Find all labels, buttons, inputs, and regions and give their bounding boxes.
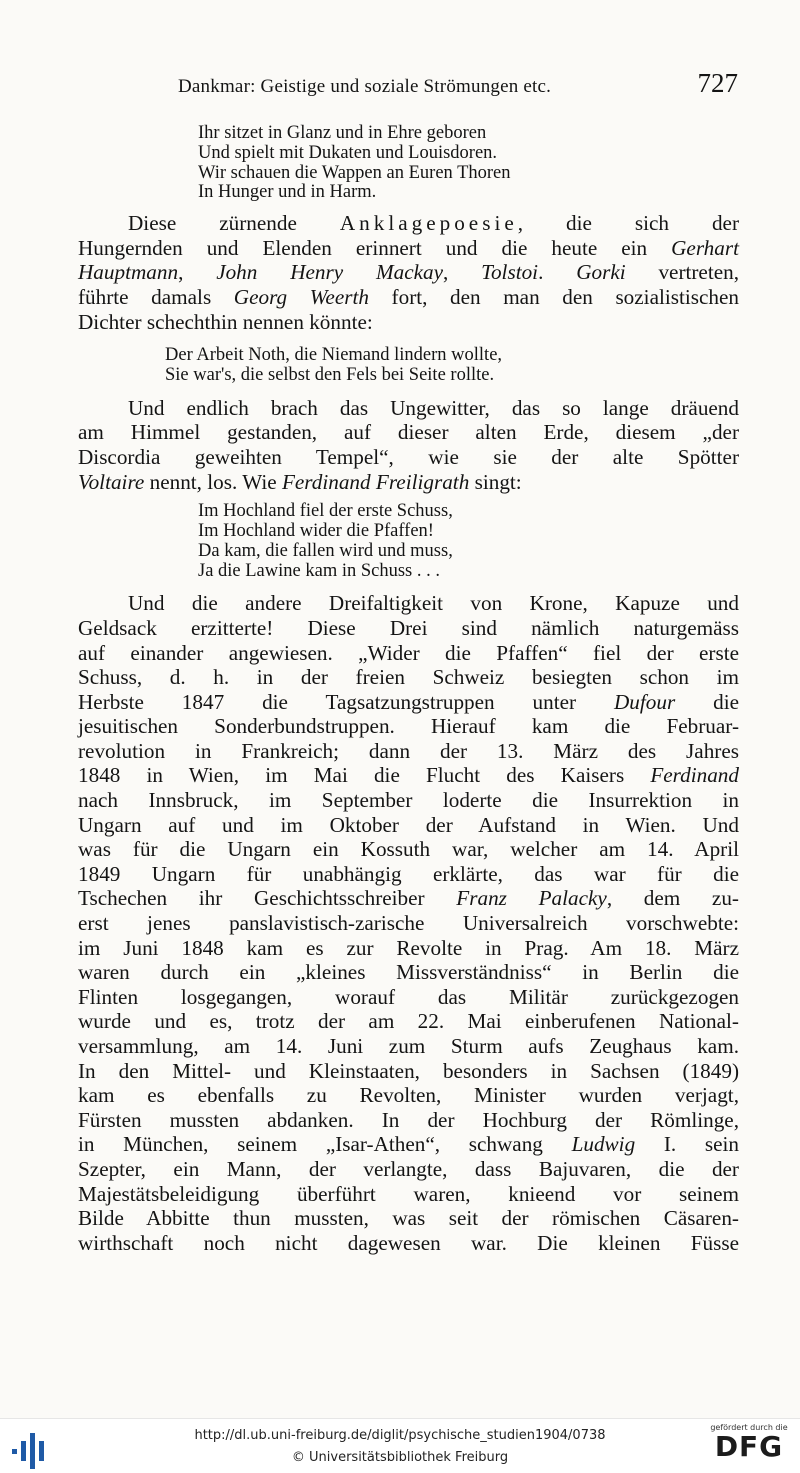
verse-line: Der Arbeit Noth, die Niemand lindern wollte,: [165, 345, 503, 366]
text-line: Und endlich brach das Ungewitter, das so lange dräuend: [128, 395, 739, 420]
person-name: Ferdinand: [650, 763, 739, 788]
text-line: Geldsack erzitterte! Diese Drei sind nämlich naturgemäss: [78, 615, 739, 640]
text-line: was für die Ungarn ein Kossuth war, welcher am 14. April: [78, 837, 739, 862]
verse-line: Ihr sitzet in Glanz und in Ehre geboren: [198, 123, 487, 143]
text-line: nach Innsbruck, im September loderte die Insurrektion in: [78, 788, 739, 813]
text-line: waren durch ein „kleines Missverständniss“ in Berlin die: [78, 960, 739, 985]
text-line: 1848 in Wien, im Mai die Flucht des Kaisers Ferdinand: [78, 763, 739, 788]
dfg-wordmark: DFG: [714, 1430, 784, 1463]
text-line: Szepter, ein Mann, der verlangte, dass Bajuvaren, die der: [78, 1156, 739, 1181]
copyright-notice: © Universitätsbibliothek Freiburg: [291, 1450, 509, 1465]
verse-line: Und spielt mit Dukaten und Louisdoren.: [198, 142, 498, 163]
text-line: auf einander angewiesen. „Wider die Pfaffen“ fiel der erste: [78, 640, 739, 665]
text-line: Tschechen ihr Geschichtsschreiber Franz Palacky, dem zu-: [78, 886, 739, 911]
text-line: Flinten losgegangen, worauf das Militär zurückgezogen: [78, 984, 739, 1009]
text-line: am Himmel gestanden, auf dieser alten Erde, diesem „der: [78, 420, 739, 445]
verse-block-3: [198, 502, 739, 581]
running-head: Dankmar: Geistige und soziale Strömungen etc.: [178, 76, 552, 97]
person-name: Dufour: [613, 689, 676, 714]
text-line: Discordia geweihten Tempel“, wie sie der alte Spötter: [78, 444, 739, 469]
text-line: jesuitischen Sonderbundstruppen. Hierauf kam die Februar-: [78, 714, 739, 739]
text-line: Bilde Abbitte thun mussten, was seit der römischen Cäsaren-: [78, 1206, 739, 1231]
verse-line: Im Hochland wider die Pfaffen!: [198, 520, 434, 541]
person-name: Gerhart: [671, 235, 739, 260]
text-line: in München, seinem „Isar-Athen“, schwang Ludwig I. sein: [78, 1132, 739, 1157]
text-line: Schuss, d. h. in der freien Schweiz besiegten schon im: [78, 665, 739, 690]
text-line: Dichter schechthin nennen könnte:: [78, 309, 373, 334]
person-name: Franz Palacky: [456, 886, 607, 911]
text-line: versammlung, am 14. Juni zum Sturm aufs Zeughaus kam.: [78, 1034, 739, 1058]
text-line: Majestätsbeleidigung überführt waren, knieend vor seinem: [78, 1181, 739, 1206]
text-line: Hauptmann, John Henry Mackay, Tolstoi. Gorki vertreten,: [78, 260, 740, 285]
text-line: im Juni 1848 kam es zur Revolte in Prag. Am 18. März: [78, 935, 739, 960]
text-line: In den Mittel- und Kleinstaaten, besonders in Sachsen (1849): [78, 1058, 739, 1083]
person-name: Ludwig: [571, 1132, 636, 1157]
verse-line: Im Hochland fiel der erste Schuss,: [198, 501, 453, 522]
verse-line: Wir schauen die Wappen an Euren Thoren: [198, 162, 511, 183]
person-name: Georg Weerth: [233, 284, 369, 309]
text-line: Herbste 1847 die Tagsatzungstruppen unter Dufour die: [78, 689, 739, 714]
text-line: kam es ebenfalls zu Revolten, Minister wurden verjagt,: [78, 1083, 739, 1108]
text-line: revolution in Frankreich; dann der 13. März des Jahres: [78, 738, 739, 763]
person-name: Ferdinand Freiligrath: [281, 469, 470, 494]
text-line: Diese zürnende Anklagepoesie, die sich der: [128, 211, 739, 236]
spaced-emphasis: Anklagepoesie: [339, 211, 518, 236]
person-name: Voltaire: [78, 469, 145, 494]
verse-line: In Hunger und in Harm.: [198, 182, 377, 203]
text-line: Hungernden und Elenden erinnert und die heute ein Gerhart: [78, 235, 739, 260]
person-name: Hauptmann: [78, 260, 179, 285]
person-name: Tolstoi: [481, 260, 539, 285]
verse-block-1: [198, 124, 739, 203]
page-body: [78, 120, 739, 1255]
person-name: John Henry Mackay: [216, 260, 443, 285]
verse-block-2: [165, 346, 739, 386]
page-number: 727: [697, 68, 738, 98]
person-name: Gorki: [576, 260, 626, 285]
text-line: führte damals Georg Weerth fort, den man den sozialistischen: [78, 284, 740, 309]
text-line: Und die andere Dreifaltigkeit von Krone, Kapuze und: [128, 591, 739, 616]
text-line: Ungarn auf und im Oktober der Aufstand in Wien. Und: [78, 812, 739, 837]
text-line: 1849 Ungarn für unabhängig erklärte, das war für die: [78, 861, 739, 886]
text-line: wurde und es, trotz der am 22. Mai einberufenen National-: [78, 1009, 739, 1034]
verse-line: Da kam, die fallen wird und muss,: [198, 540, 453, 561]
text-line: erst jenes panslavistisch-zarische Universalreich vorschwebte:: [78, 911, 739, 936]
text-line: wirthschaft noch nicht dagewesen war. Die kleinen Füsse: [78, 1230, 739, 1255]
paragraph-2: [78, 396, 739, 494]
page-header: [78, 68, 738, 104]
paragraph-1: [78, 211, 739, 334]
text-line: Voltaire nennt, los. Wie Ferdinand Freiligrath singt:: [78, 469, 522, 494]
dfg-funded-by: gefördert durch die: [710, 1423, 788, 1432]
source-url-link[interactable]: http://dl.ub.uni-freiburg.de/diglit/psychische_studien1904/0738: [194, 1428, 606, 1443]
verse-line: Sie war's, die selbst den Fels bei Seite rollte.: [165, 364, 495, 385]
paragraph-3: [78, 591, 739, 1255]
text-line: Fürsten mussten abdanken. In der Hochburg der Römlinge,: [78, 1107, 739, 1132]
verse-line: Ja die Lawine kam in Schuss . . .: [198, 560, 440, 581]
digitization-footer: [0, 1418, 800, 1473]
dfg-logo: [706, 1423, 792, 1469]
